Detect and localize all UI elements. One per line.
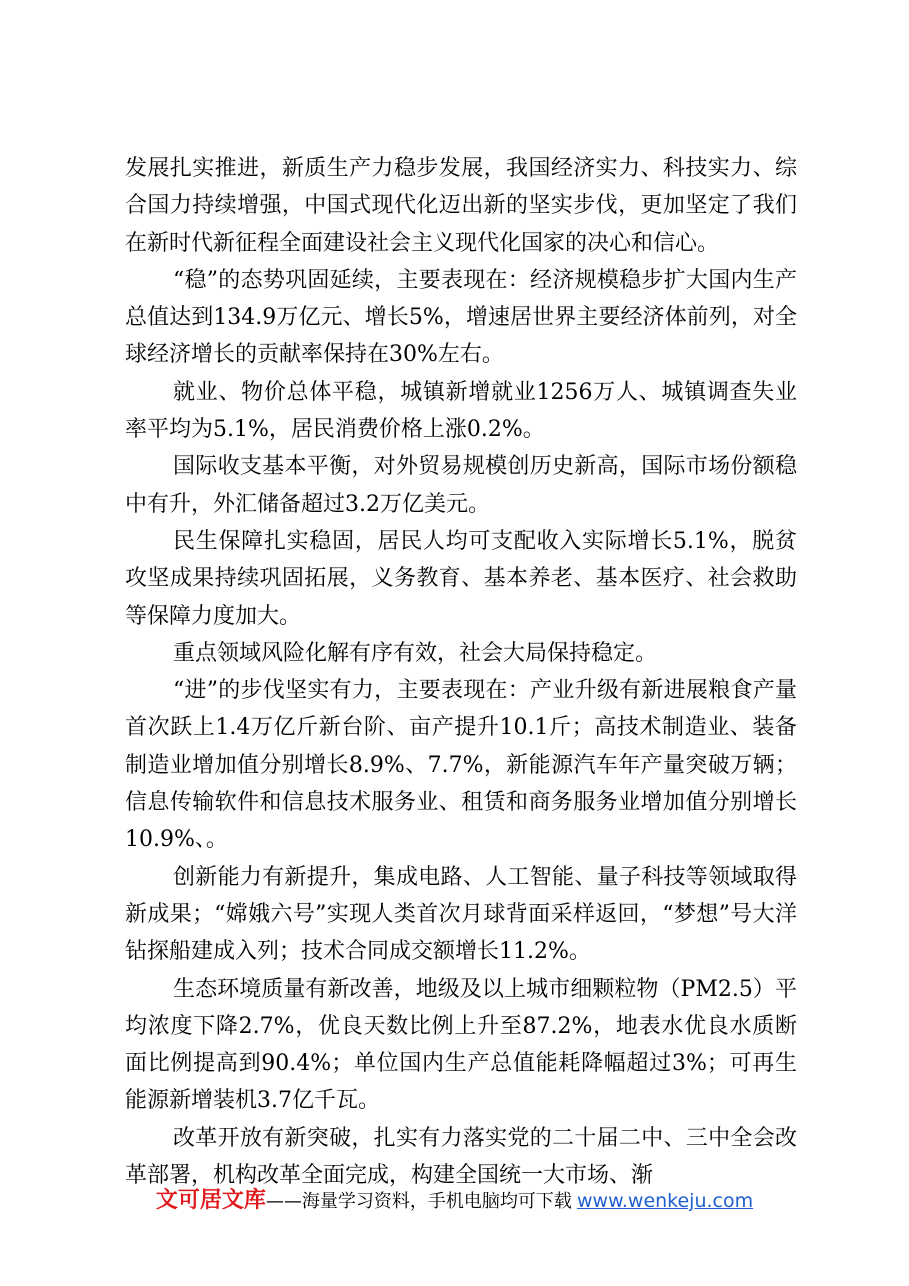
paragraph-reform: 改革开放有新突破，扎实有力落实党的二十届二中、三中全会改革部署，机构改革全面完成，构建全国统一大市场、渐 xyxy=(125,1125,797,1189)
paragraph-risk-resolution: 重点领域风险化解有序有效，社会大局保持稳定。 xyxy=(173,640,658,666)
paragraph-stability: “稳”的态势巩固延续，主要表现在：经济规模稳步扩大国内生产总值达到134.9万亿元、增长5%，增速居世界主要经济体前列，对全球经济增长的贡献率保持在30%左右。 xyxy=(125,267,797,368)
paragraph-innovation: 创新能力有新提升，集成电路、人工智能、量子科技等领域取得新成果；“嫦娥六号”实现人类首次月球背面采样返回，“梦想”号大洋钻探船建成入列；技术合同成交额增长11.2%。 xyxy=(125,864,797,965)
document-body xyxy=(125,150,797,1194)
footer-brand: 文可居文库 xyxy=(155,1188,266,1213)
page-footer xyxy=(0,1183,909,1214)
paragraph-progress: “进”的步伐坚实有力，主要表现在：产业升级有新进展粮食产量首次跃上1.4万亿斤新台阶、亩产提升10.1斤；高技术制造业、装备制造业增加值分别增长8.9%、7.7%，新能源汽车年产量突破万辆；信息传输软件和信息技术服务业、租赁和商务服务业增加值分别增长10.9%、。 xyxy=(125,678,797,853)
paragraph-employment-prices: 就业、物价总体平稳，城镇新增就业1256万人、城镇调查失业率平均为5.1%，居民消费价格上涨0.2%。 xyxy=(125,379,797,443)
footer-slogan: ——海量学习资料，手机电脑均可下载 xyxy=(265,1191,572,1212)
paragraph-livelihood: 民生保障扎实稳固，居民人均可支配收入实际增长5.1%，脱贫攻坚成果持续巩固拓展，义务教育、基本养老、基本医疗、社会救助等保障力度加大。 xyxy=(125,528,797,629)
paragraph-environment: 生态环境质量有新改善，地级及以上城市细颗粒物（PM2.5）平均浓度下降2.7%，优良天数比例上升至87.2%，地表水优良水质断面比例提高到90.4%；单位国内生产总值能耗降幅超过3%；可再生能源新增装机3.7亿千瓦。 xyxy=(125,976,797,1114)
paragraph-international-balance: 国际收支基本平衡，对外贸易规模创历史新高，国际市场份额稳中有升，外汇储备超过3.2万亿美元。 xyxy=(125,454,797,517)
footer-website-link[interactable]: www.wenkeju.com xyxy=(576,1190,754,1212)
paragraph-intro-continuation: 发展扎实推进，新质生产力稳步发展，我国经济实力、科技实力、综合国力持续增强，中国式现代化迈出新的坚实步伐，更加坚定了我们在新时代新征程全面建设社会主义现代化国家的决心和信心。 xyxy=(125,156,797,256)
